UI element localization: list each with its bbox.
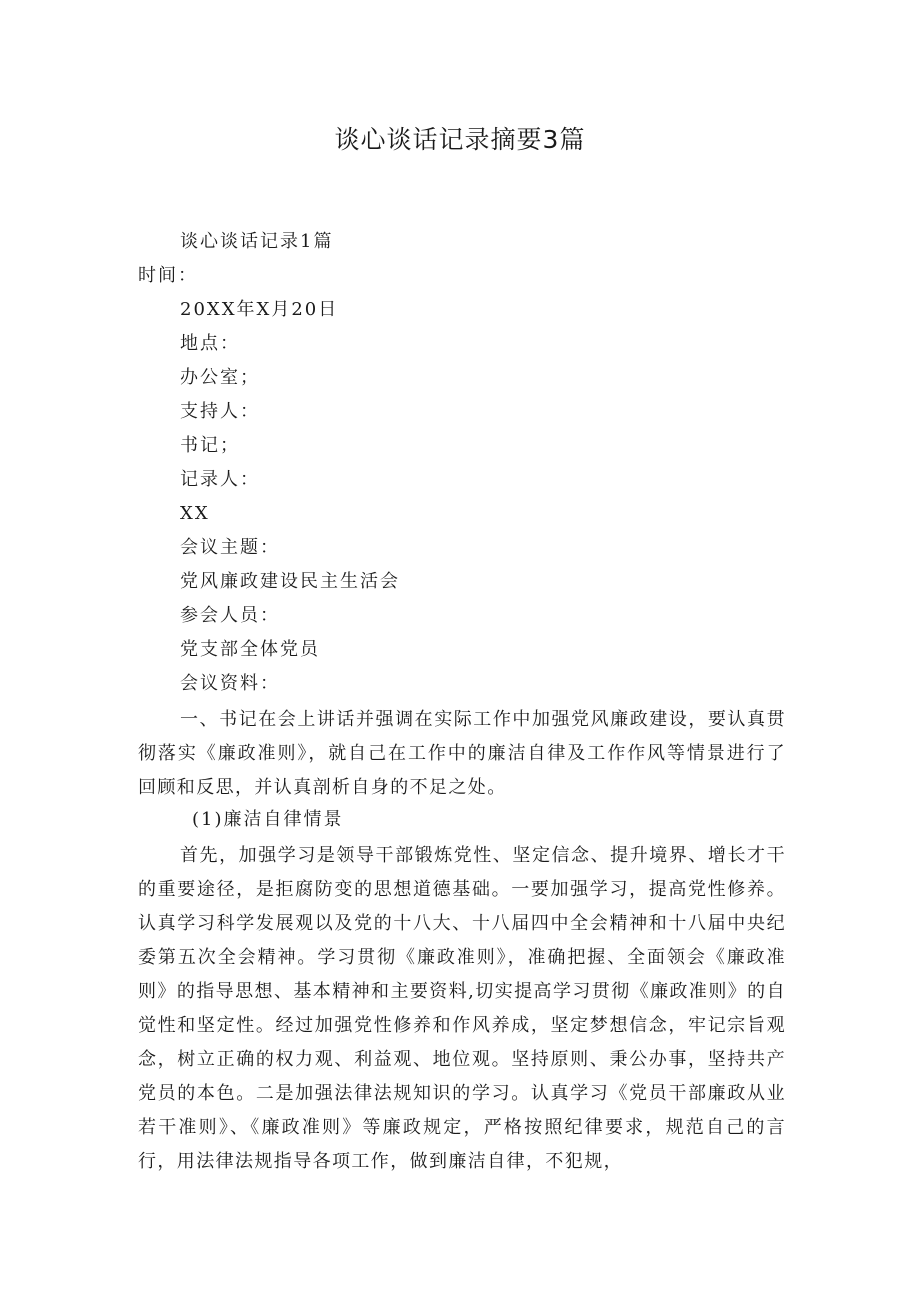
location-label: 地点：	[180, 333, 240, 354]
time-value: 20XX年X月20日	[180, 299, 339, 320]
location-value: 办公室；	[180, 367, 260, 388]
document-title: 谈心谈话记录摘要3篇	[334, 125, 586, 154]
topic-label: 会议主题：	[180, 537, 280, 558]
host-value: 书记；	[180, 435, 240, 456]
attendees-value: 党支部全体党员	[180, 639, 320, 660]
recorder-label: 记录人：	[180, 469, 260, 490]
section-heading: 谈心谈话记录1篇	[180, 231, 334, 252]
topic-value: 党风廉政建设民主生活会	[180, 571, 400, 592]
recorder-value: XX	[180, 503, 210, 524]
paragraph-two: 首先，加强学习是领导干部锻炼党性、坚定信念、提升境界、增长才干的重要途径，是拒腐防变的思想道德基础。一要加强学习，提高党性修养。认真学习科学发展观以及党的十八大、十八届四中全会精神和十八届中央纪委第五次全会精神。学习贯彻《廉政准则》，准确把握、全面领会《廉政准则》的指导思想、基本精神和主要资料,切实提高学习贯彻《廉政准则》的自觉性和坚定性。经过加强党性修养和作风养成，坚定梦想信念，牢记宗旨观念，树立正确的权力观、利益观、地位观。坚持原则、秉公办事，坚持共产党员的本色。二是加强法律法规知识的学习。认真学习《党员干部廉政从业若干准则》、《廉政准则》等廉政规定，严格按照纪律要求，规范自己的言行，用法律法规指导各项工作，做到廉洁自律，不犯规，	[138, 845, 786, 1172]
host-label: 支持人：	[180, 401, 260, 422]
subheading: (1)廉洁自律情景	[192, 809, 344, 830]
paragraph-one: 一、书记在会上讲话并强调在实际工作中加强党风廉政建设，要认真贯彻落实《廉政准则》，就自己在工作中的廉洁自律及工作作风等情景进行了回顾和反思，并认真剖析自身的不足之处。	[138, 709, 786, 798]
time-label: 时间：	[138, 265, 198, 286]
materials-label: 会议资料：	[180, 673, 280, 694]
attendees-label: 参会人员：	[180, 605, 280, 626]
